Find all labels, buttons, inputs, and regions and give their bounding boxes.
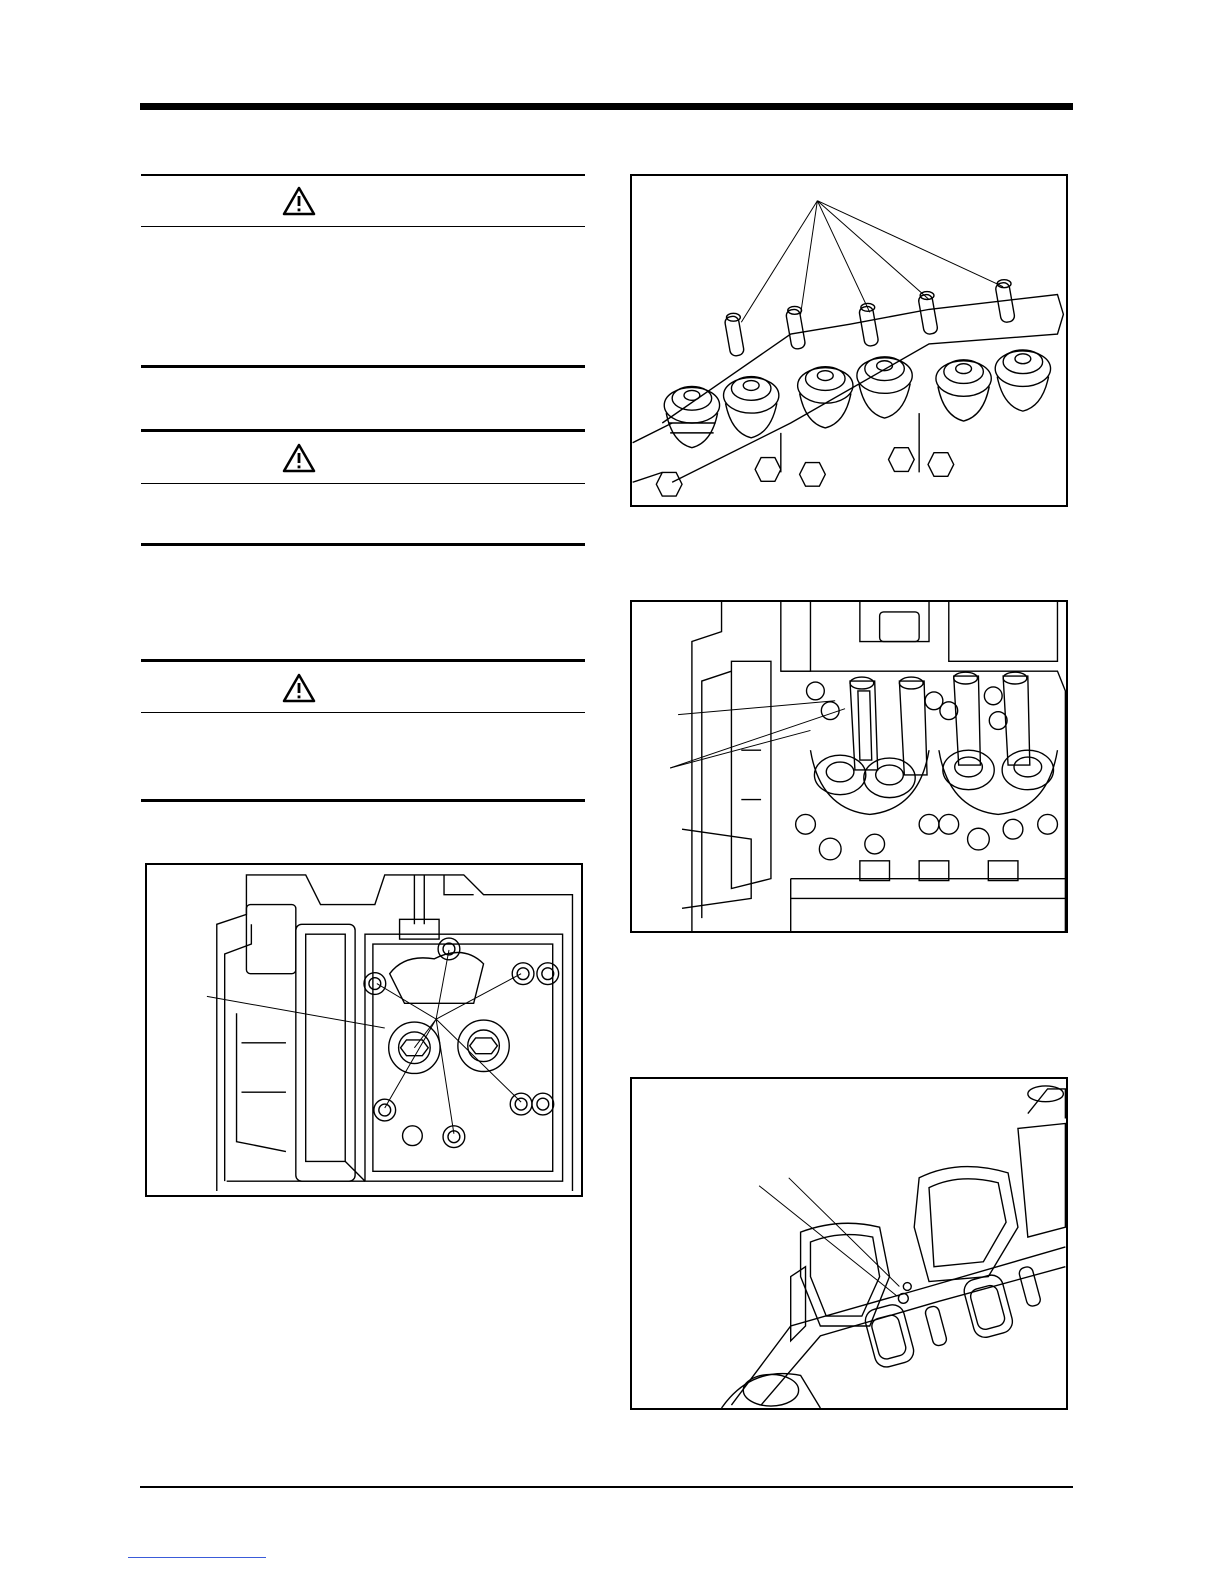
warning-bottom-rule (141, 799, 585, 802)
warning-header-rule (141, 483, 585, 484)
warning-triangle-icon (282, 186, 316, 216)
figure-cylinder-head-side (630, 1077, 1068, 1410)
warning-top-rule (141, 429, 585, 432)
warning-top-rule (141, 174, 585, 176)
cylinder-head-side-illustration (632, 1079, 1066, 1408)
injector-pipes-illustration (632, 176, 1066, 505)
warning-header-rule (141, 712, 585, 713)
footer-rule (140, 1486, 1073, 1488)
warning-triangle-icon (282, 443, 316, 473)
warning-bottom-rule (141, 365, 585, 368)
figure-cylinder-head-bolts (145, 863, 583, 1197)
footer-link-underline[interactable] (128, 1557, 266, 1558)
cylinder-head-bolts-illustration (147, 865, 581, 1195)
warning-triangle-icon (282, 673, 316, 703)
warning-header-rule (141, 226, 585, 227)
rocker-arm-assembly-illustration (632, 602, 1066, 931)
header-rule (140, 103, 1073, 110)
figure-injector-pipes (630, 174, 1068, 507)
warning-top-rule (141, 659, 585, 662)
warning-bottom-rule (141, 543, 585, 546)
figure-rocker-arms (630, 600, 1068, 933)
